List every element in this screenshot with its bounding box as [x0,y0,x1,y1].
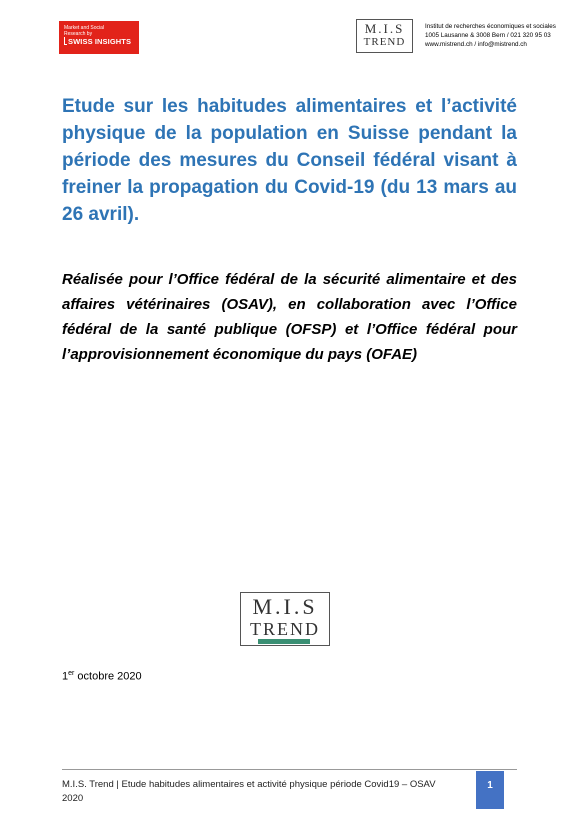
swiss-insights-line1: Market and Social [64,25,105,31]
center-logo-line1: M.I.S [252,594,318,619]
org-info-line2: 1005 Lausanne & 3008 Bern / 021 320 95 03 [425,32,551,39]
center-logo-line2: TREND [250,619,320,639]
date-day: 1 [62,670,69,683]
document-title: Etude sur les habitudes alimentaires et l’activité physique de la population en Suisse pendant la période des mesures du Conseil fédéral visant à freiner la propagation du Covid-19 (du 13 mars au 26 avril). [62,96,517,225]
footer-text: M.I.S. Trend | Etude habitudes alimentaires et activité physique période Covid19 – OSAV 2020 [62,779,436,804]
swiss-insights-logo [59,21,139,54]
org-info-line3: www.mistrend.ch / info@mistrend.ch [425,41,527,48]
mis-trend-logo-large [240,592,330,646]
organisation-info [425,22,575,49]
logo-green-bar [258,639,310,644]
swiss-insights-brand: SWISS INSIGHTS [68,37,132,46]
document-subtitle: Réalisée pour l’Office fédéral de la sécurité alimentaire et des affaires vétérinaires (OSAV), en collaboration avec l’Office fédéral de la santé publique (OFSP) et l’Office fédéral pour l’approvisionnement économique du pays (OFAE) [62,271,517,363]
footer-divider [62,769,517,770]
swiss-insights-line2: Research by [64,31,93,37]
mis-logo-line2: TREND [363,36,406,48]
mis-trend-logo-small [356,19,413,53]
date-suffix: er [68,670,75,677]
org-info-line1: Institut de recherches économiques et sociales [425,23,556,30]
mis-logo-line1: M.I.S [364,21,405,36]
document-date [62,670,142,683]
page-number: 1 [476,771,504,809]
bracket-icon [64,37,67,45]
date-rest: octobre 2020 [74,670,142,683]
swiss-insights-brand-row [64,37,134,47]
